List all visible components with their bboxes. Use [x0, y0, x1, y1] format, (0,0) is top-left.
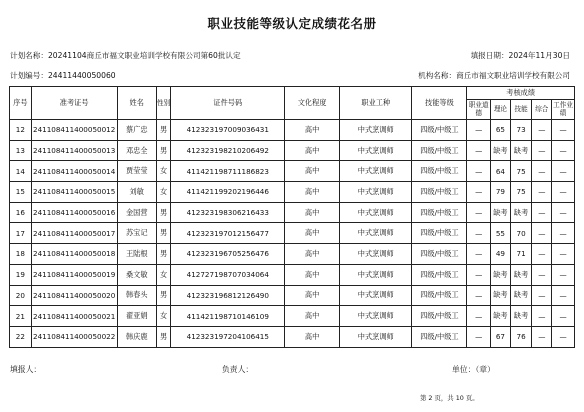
cell-theory: 67 [491, 326, 511, 347]
cell-ethics: — [467, 182, 491, 203]
cell-skill: 缺考 [510, 285, 532, 306]
table-row [10, 182, 575, 203]
cell-overall: — [532, 244, 552, 265]
cell-cert-no: 241108411400050015 [31, 182, 117, 203]
filler-label: 填报人： [10, 365, 42, 374]
cell-theory: 64 [491, 161, 511, 182]
cell-seq: 15 [10, 182, 32, 203]
cell-theory: 缺考 [491, 306, 511, 327]
cell-gender: 男 [156, 285, 170, 306]
cell-cert-no: 241108411400050021 [31, 306, 117, 327]
cell-performance: — [552, 120, 575, 141]
cell-theory: 缺考 [491, 140, 511, 161]
cell-education: 高中 [285, 182, 340, 203]
cell-skill: 75 [510, 182, 532, 203]
cell-cert-no: 241108411400050020 [31, 285, 117, 306]
cell-cert-no: 241108411400050012 [31, 120, 117, 141]
cell-name: 王陆根 [117, 244, 156, 265]
page-title: 职业技能等级认定成绩花名册 [207, 16, 377, 31]
cell-occupation: 中式烹调师 [340, 182, 412, 203]
cell-occupation: 中式烹调师 [340, 140, 412, 161]
cell-level: 四级/中级工 [412, 202, 467, 223]
cell-name: 韩春头 [117, 285, 156, 306]
cell-education: 高中 [285, 306, 340, 327]
cell-name: 韩庆鹿 [117, 326, 156, 347]
cell-name: 邓忠全 [117, 140, 156, 161]
cell-occupation: 中式烹调师 [340, 326, 412, 347]
cell-overall: — [532, 306, 552, 327]
cell-occupation: 中式烹调师 [340, 202, 412, 223]
unit-seal-label: 单位：（章） [452, 365, 495, 374]
cell-id-no: 412323197204106415 [171, 326, 285, 347]
cell-education: 高中 [285, 285, 340, 306]
cell-level: 四级/中级工 [412, 264, 467, 285]
cell-skill: 73 [510, 120, 532, 141]
cell-overall: — [532, 326, 552, 347]
cell-skill: 71 [510, 244, 532, 265]
cell-seq: 20 [10, 285, 32, 306]
cell-performance: — [552, 306, 575, 327]
cell-cert-no: 241108411400050017 [31, 223, 117, 244]
cell-occupation: 中式烹调师 [340, 306, 412, 327]
cell-ethics: — [467, 285, 491, 306]
cell-level: 四级/中级工 [412, 161, 467, 182]
cell-seq: 17 [10, 223, 32, 244]
cell-skill: 缺考 [510, 140, 532, 161]
cell-name: 蔡广忠 [117, 120, 156, 141]
header-overall: 综合 [532, 100, 552, 120]
cell-gender: 女 [156, 182, 170, 203]
cell-skill: 75 [510, 161, 532, 182]
cell-name: 金国营 [117, 202, 156, 223]
cell-name: 贾莹莹 [117, 161, 156, 182]
table-row [10, 120, 575, 141]
table-row [10, 306, 575, 327]
header-performance: 工作业绩 [552, 100, 575, 120]
cell-level: 四级/中级工 [412, 326, 467, 347]
cell-gender: 女 [156, 264, 170, 285]
cell-theory: 49 [491, 244, 511, 265]
cell-gender: 男 [156, 120, 170, 141]
cell-level: 四级/中级工 [412, 120, 467, 141]
cell-cert-no: 241108411400050013 [31, 140, 117, 161]
cell-occupation: 中式烹调师 [340, 120, 412, 141]
table-row [10, 285, 575, 306]
cell-occupation: 中式烹调师 [340, 244, 412, 265]
cell-education: 高中 [285, 140, 340, 161]
fill-date: 填报日期：2024年11月30日 [470, 51, 570, 60]
cell-seq: 16 [10, 202, 32, 223]
cell-overall: — [532, 202, 552, 223]
cell-gender: 男 [156, 223, 170, 244]
cell-seq: 21 [10, 306, 32, 327]
table-row [10, 140, 575, 161]
cell-performance: — [552, 264, 575, 285]
cell-level: 四级/中级工 [412, 244, 467, 265]
header-seq: 序号 [10, 87, 32, 120]
cell-skill: 缺考 [510, 264, 532, 285]
cell-level: 四级/中级工 [412, 285, 467, 306]
cell-overall: — [532, 182, 552, 203]
table-row [10, 326, 575, 347]
cell-id-no: 412323196812126490 [171, 285, 285, 306]
header-education: 文化程度 [285, 87, 340, 120]
cell-performance: — [552, 244, 575, 265]
cell-seq: 14 [10, 161, 32, 182]
header-level: 技能等级 [412, 87, 467, 120]
cell-level: 四级/中级工 [412, 182, 467, 203]
cell-theory: 缺考 [491, 202, 511, 223]
cell-overall: — [532, 120, 552, 141]
cell-id-no: 412727198707034064 [171, 264, 285, 285]
plan-name: 计划名称：20241104商丘市福文职业培训学校有限公司第60批认定 [10, 51, 241, 60]
cell-ethics: — [467, 161, 491, 182]
table-row [10, 161, 575, 182]
cell-overall: — [532, 161, 552, 182]
cell-id-no: 412323197012156477 [171, 223, 285, 244]
org-name: 机构名称：商丘市福文职业培训学校有限公司 [418, 71, 570, 80]
cell-seq: 19 [10, 264, 32, 285]
cell-overall: — [532, 264, 552, 285]
table-row [10, 223, 575, 244]
cell-education: 高中 [285, 223, 340, 244]
header-skill: 技能 [510, 100, 532, 120]
cell-occupation: 中式烹调师 [340, 285, 412, 306]
cell-education: 高中 [285, 264, 340, 285]
cell-theory: 65 [491, 120, 511, 141]
cell-theory: 缺考 [491, 264, 511, 285]
cell-education: 高中 [285, 326, 340, 347]
cell-ethics: — [467, 120, 491, 141]
header-cert-no: 准考证号 [31, 87, 117, 120]
cell-ethics: — [467, 244, 491, 265]
cell-cert-no: 241108411400050016 [31, 202, 117, 223]
page-number: 第 2 页，共 10 页。 [420, 394, 479, 402]
cell-performance: — [552, 140, 575, 161]
cell-gender: 男 [156, 140, 170, 161]
cell-performance: — [552, 161, 575, 182]
header-name: 姓名 [117, 87, 156, 120]
cell-level: 四级/中级工 [412, 223, 467, 244]
cell-gender: 女 [156, 306, 170, 327]
table-row [10, 202, 575, 223]
cell-skill: 70 [510, 223, 532, 244]
table-row [10, 264, 575, 285]
cell-education: 高中 [285, 202, 340, 223]
cell-seq: 13 [10, 140, 32, 161]
cell-gender: 男 [156, 244, 170, 265]
cell-cert-no: 241108411400050022 [31, 326, 117, 347]
score-table [9, 86, 575, 348]
cell-seq: 18 [10, 244, 32, 265]
cell-id-no: 411421199202196446 [171, 182, 285, 203]
cell-cert-no: 241108411400050019 [31, 264, 117, 285]
cell-ethics: — [467, 202, 491, 223]
cell-occupation: 中式烹调师 [340, 223, 412, 244]
cell-performance: — [552, 326, 575, 347]
cell-theory: 55 [491, 223, 511, 244]
cell-id-no: 411421198710146109 [171, 306, 285, 327]
table-body [10, 120, 575, 348]
header-theory: 理论 [491, 100, 511, 120]
cell-id-no: 412323197009036431 [171, 120, 285, 141]
responsible-label: 负责人： [222, 365, 254, 374]
cell-ethics: — [467, 306, 491, 327]
cell-name: 苏宝记 [117, 223, 156, 244]
cell-name: 桑文敏 [117, 264, 156, 285]
cell-performance: — [552, 223, 575, 244]
cell-performance: — [552, 182, 575, 203]
cell-ethics: — [467, 223, 491, 244]
cell-ethics: — [467, 140, 491, 161]
cell-skill: 缺考 [510, 202, 532, 223]
cell-occupation: 中式烹调师 [340, 264, 412, 285]
cell-occupation: 中式烹调师 [340, 161, 412, 182]
table-row [10, 244, 575, 265]
cell-level: 四级/中级工 [412, 306, 467, 327]
header-scores: 考核成绩 [467, 87, 575, 100]
cell-id-no: 412323196705256476 [171, 244, 285, 265]
cell-gender: 男 [156, 326, 170, 347]
cell-gender: 男 [156, 202, 170, 223]
cell-id-no: 412323198210206492 [171, 140, 285, 161]
cell-overall: — [532, 285, 552, 306]
cell-overall: — [532, 223, 552, 244]
cell-id-no: 411421198711186823 [171, 161, 285, 182]
cell-ethics: — [467, 264, 491, 285]
cell-name: 刘敏 [117, 182, 156, 203]
cell-performance: — [552, 285, 575, 306]
cell-cert-no: 241108411400050018 [31, 244, 117, 265]
header-id-no: 证件号码 [171, 87, 285, 120]
cell-skill: 缺考 [510, 306, 532, 327]
cell-performance: — [552, 202, 575, 223]
cell-education: 高中 [285, 244, 340, 265]
header-occupation: 职业工种 [340, 87, 412, 120]
plan-number: 计划编号：24411440050060 [10, 71, 116, 80]
cell-overall: — [532, 140, 552, 161]
cell-seq: 12 [10, 120, 32, 141]
cell-id-no: 412323198306216433 [171, 202, 285, 223]
cell-education: 高中 [285, 120, 340, 141]
cell-theory: 79 [491, 182, 511, 203]
cell-cert-no: 241108411400050014 [31, 161, 117, 182]
cell-theory: 缺考 [491, 285, 511, 306]
header-ethics: 职业道德 [467, 100, 491, 120]
cell-seq: 22 [10, 326, 32, 347]
cell-name: 翟亚娟 [117, 306, 156, 327]
header-gender: 性别 [156, 87, 170, 120]
cell-gender: 女 [156, 161, 170, 182]
cell-ethics: — [467, 326, 491, 347]
cell-education: 高中 [285, 161, 340, 182]
cell-level: 四级/中级工 [412, 140, 467, 161]
cell-skill: 76 [510, 326, 532, 347]
